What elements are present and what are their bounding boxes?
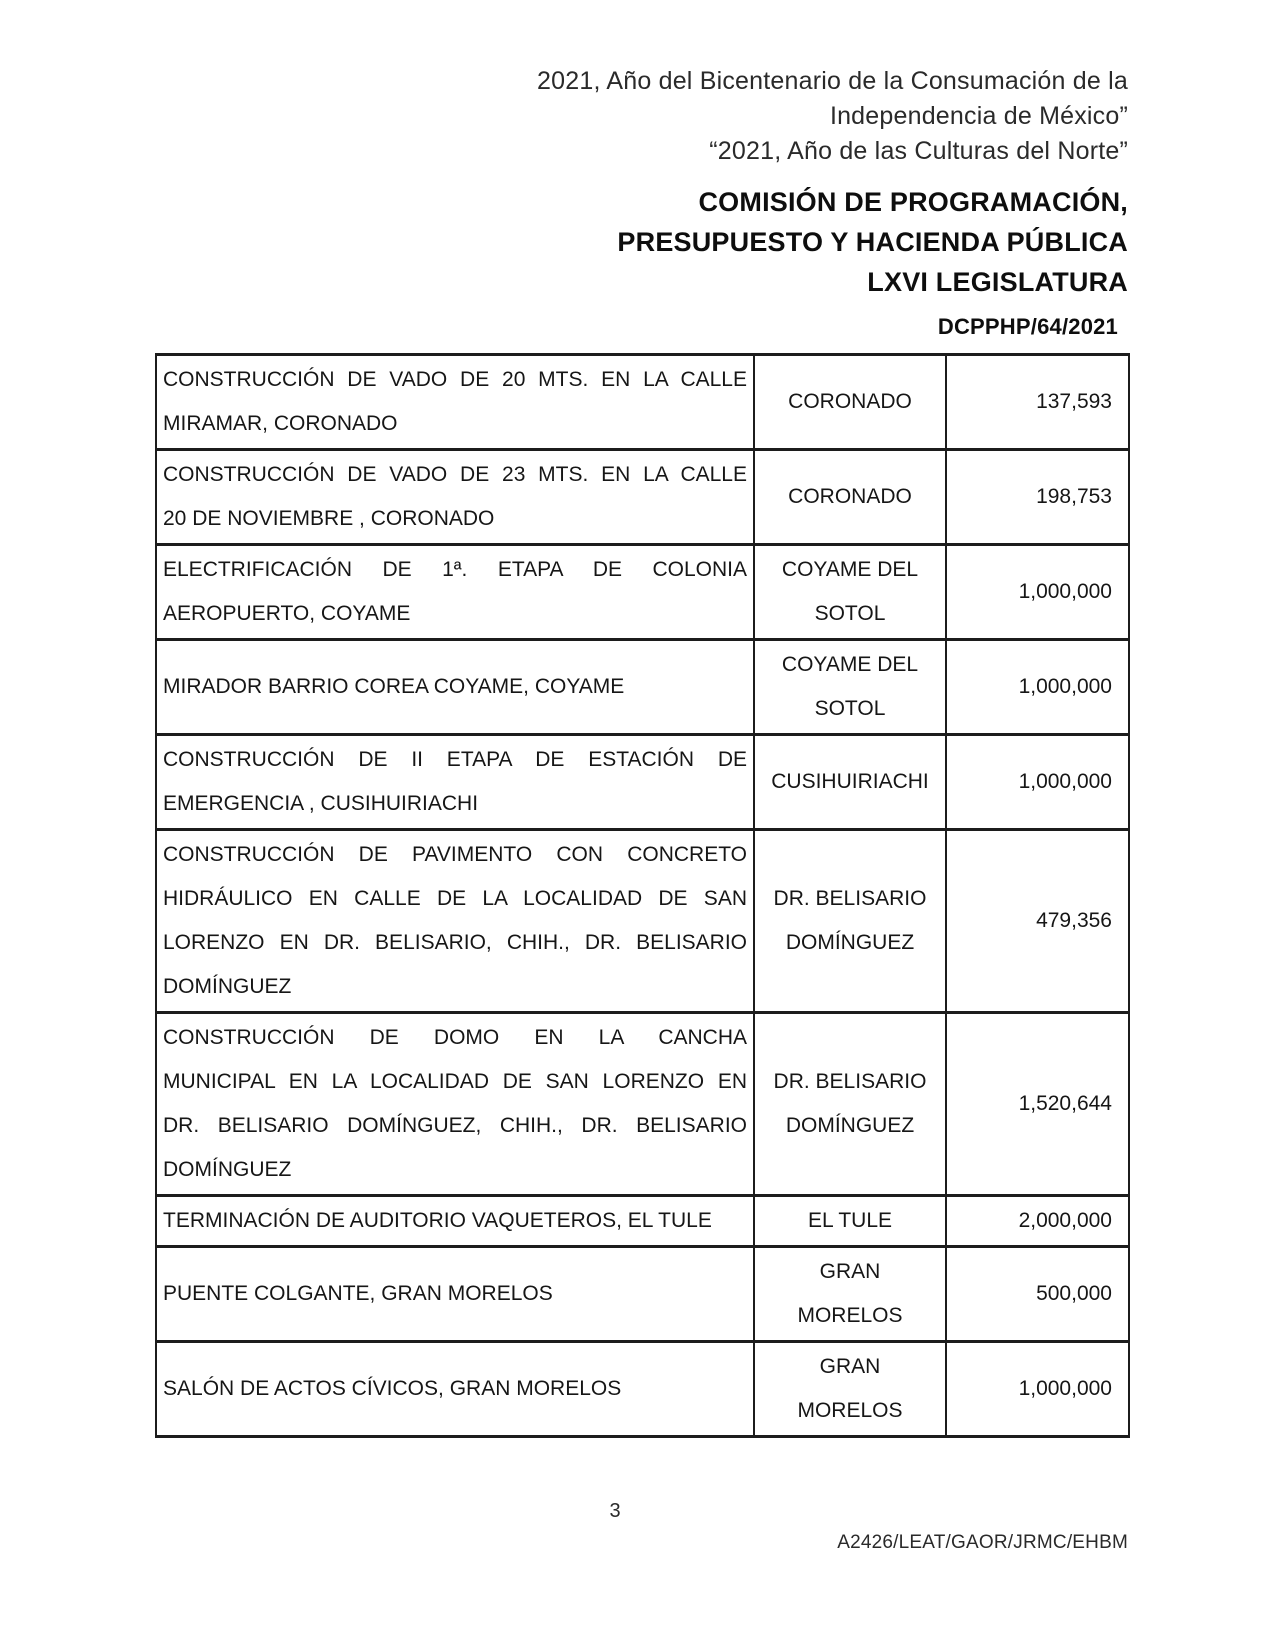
project-description-cell: [156, 735, 754, 830]
document-title-line-2: PRESUPUESTO Y HACIENDA PÚBLICA: [617, 227, 1128, 257]
municipality-cell: [754, 355, 946, 450]
project-description-line: EMERGENCIA , CUSIHUIRIACHI: [163, 792, 479, 815]
municipality-line: CORONADO: [788, 390, 912, 413]
municipality-cell: [754, 735, 946, 830]
amount-cell: 479,356: [946, 830, 1129, 1013]
project-description-line: 20 DE NOVIEMBRE , CORONADO: [163, 507, 495, 530]
project-description-line: MIRAMAR, CORONADO: [163, 412, 398, 435]
project-description-cell: [156, 1196, 754, 1247]
municipality-line: MORELOS: [797, 1304, 903, 1327]
page-number: 3: [609, 1500, 621, 1522]
table-row: [156, 1196, 1129, 1247]
header-quotes: [537, 64, 1128, 169]
municipality-line: COYAME DEL: [781, 558, 919, 581]
document-title-line-1: COMISIÓN DE PROGRAMACIÓN,: [698, 187, 1128, 217]
municipality-line: SOTOL: [814, 697, 886, 720]
amount-cell: 1,520,644: [946, 1013, 1129, 1196]
municipality-cell: [754, 640, 946, 735]
project-description-cell: [156, 355, 754, 450]
municipality-line: DR. BELISARIO: [773, 887, 927, 910]
project-description-line: MUNICIPAL EN LA LOCALIDAD DE SAN LORENZO EN: [163, 1070, 747, 1093]
project-description-line: LORENZO EN DR. BELISARIO, CHIH., DR. BELISARIO: [163, 931, 747, 954]
amount-cell: 137,593: [946, 355, 1129, 450]
municipality-line: COYAME DEL: [781, 653, 919, 676]
municipality-cell: [754, 1196, 946, 1247]
project-description-line: HIDRÁULICO EN CALLE DE LA LOCALIDAD DE SAN: [163, 887, 747, 910]
table-row: [156, 450, 1129, 545]
project-description-line: MIRADOR BARRIO COREA COYAME, COYAME: [163, 675, 625, 698]
header-quote-line-1: 2021, Año del Bicentenario de la Consumación de la: [537, 67, 1128, 95]
project-description-cell: [156, 1013, 754, 1196]
project-description-line: AEROPUERTO, COYAME: [163, 602, 411, 625]
table-row: [156, 355, 1129, 450]
table-row: [156, 735, 1129, 830]
project-description-line: PUENTE COLGANTE, GRAN MORELOS: [163, 1282, 553, 1305]
municipality-cell: [754, 1247, 946, 1342]
table-row: [156, 1342, 1129, 1437]
municipality-line: SOTOL: [814, 602, 886, 625]
municipality-cell: [754, 450, 946, 545]
project-description-cell: [156, 545, 754, 640]
project-description-line: DOMÍNGUEZ: [163, 1158, 292, 1181]
municipality-cell: [754, 830, 946, 1013]
municipality-line: GRAN: [819, 1355, 881, 1378]
document-title: [617, 182, 1128, 302]
project-description-cell: [156, 640, 754, 735]
municipality-line: EL TULE: [807, 1209, 893, 1232]
table-row: [156, 640, 1129, 735]
table-row: [156, 1247, 1129, 1342]
header-quote-line-3: “2021, Año de las Culturas del Norte”: [709, 137, 1128, 165]
amount-cell: 1,000,000: [946, 735, 1129, 830]
document-number: DCPPHP/64/2021: [937, 314, 1118, 339]
project-description-line: CONSTRUCCIÓN DE VADO DE 23 MTS. EN LA CALLE: [163, 463, 747, 486]
amount-cell: 198,753: [946, 450, 1129, 545]
municipality-line: DOMÍNGUEZ: [785, 931, 915, 954]
municipality-line: GRAN: [819, 1260, 881, 1283]
reference-code: A2426/LEAT/GAOR/JRMC/EHBM: [837, 1532, 1128, 1553]
amount-cell: 1,000,000: [946, 640, 1129, 735]
project-description-line: ELECTRIFICACIÓN DE 1ª. ETAPA DE COLONIA: [163, 558, 747, 581]
municipality-line: CUSIHUIRIACHI: [771, 770, 929, 793]
project-description-line: TERMINACIÓN DE AUDITORIO VAQUETEROS, EL TULE: [163, 1209, 712, 1232]
table-row: [156, 830, 1129, 1013]
document-title-line-3: LXVI LEGISLATURA: [867, 267, 1128, 297]
project-description-cell: [156, 830, 754, 1013]
project-description-line: CONSTRUCCIÓN DE II ETAPA DE ESTACIÓN DE: [163, 748, 747, 771]
municipality-line: DR. BELISARIO: [773, 1070, 927, 1093]
municipality-line: CORONADO: [788, 485, 912, 508]
project-description-line: SALÓN DE ACTOS CÍVICOS, GRAN MORELOS: [163, 1377, 622, 1400]
municipality-cell: [754, 1342, 946, 1437]
project-description-cell: [156, 450, 754, 545]
amount-cell: 500,000: [946, 1247, 1129, 1342]
project-description-cell: [156, 1247, 754, 1342]
project-description-line: CONSTRUCCIÓN DE DOMO EN LA CANCHA: [163, 1026, 747, 1049]
municipality-cell: [754, 545, 946, 640]
table-row: [156, 545, 1129, 640]
projects-table-body: [156, 355, 1129, 1437]
project-description-cell: [156, 1342, 754, 1437]
amount-cell: 2,000,000: [946, 1196, 1129, 1247]
project-description-line: DR. BELISARIO DOMÍNGUEZ, CHIH., DR. BELISARIO: [163, 1114, 747, 1137]
projects-table: [155, 353, 1130, 1438]
amount-cell: 1,000,000: [946, 545, 1129, 640]
project-description-line: CONSTRUCCIÓN DE VADO DE 20 MTS. EN LA CALLE: [163, 368, 747, 391]
project-description-line: CONSTRUCCIÓN DE PAVIMENTO CON CONCRETO: [163, 843, 747, 866]
project-description-line: DOMÍNGUEZ: [163, 975, 292, 998]
header-quote-line-2: Independencia de México”: [829, 102, 1128, 130]
table-row: [156, 1013, 1129, 1196]
amount-cell: 1,000,000: [946, 1342, 1129, 1437]
municipality-cell: [754, 1013, 946, 1196]
municipality-line: MORELOS: [797, 1399, 903, 1422]
municipality-line: DOMÍNGUEZ: [785, 1114, 915, 1137]
